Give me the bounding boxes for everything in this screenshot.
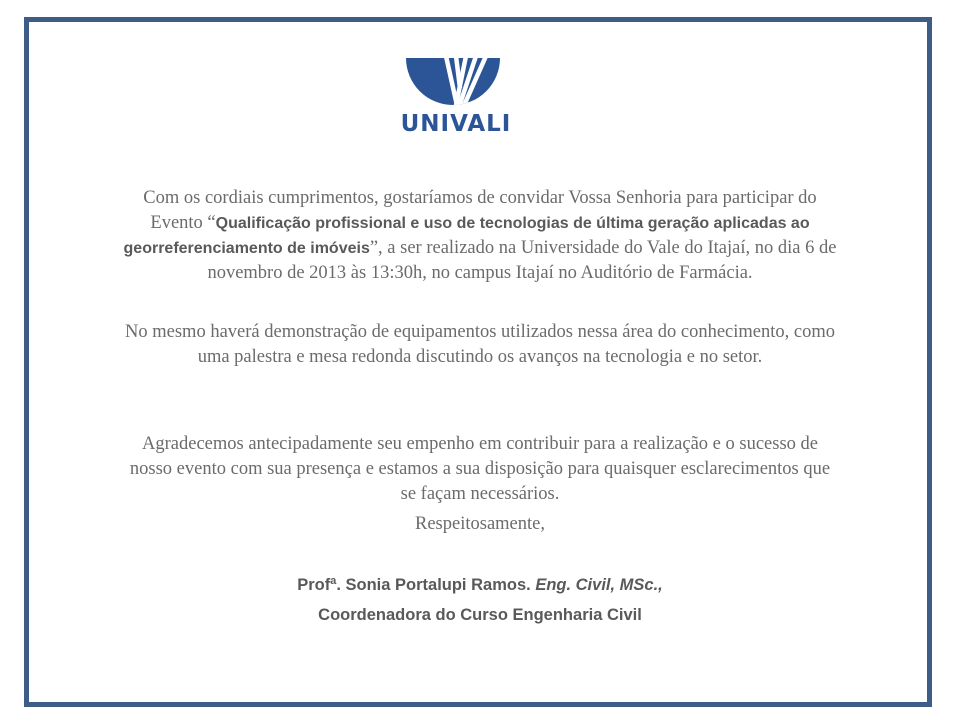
univali-emblem-icon	[396, 58, 516, 108]
signature-name: Profª. Sonia Portalupi Ramos.	[297, 576, 531, 594]
closing-text: Respeitosamente,	[415, 514, 545, 534]
invitation-text-end: ”, a ser realizado na Universidade do Vale do Itajaí, no dia 6 de novembro de 2013 às 13:30h, no campus Itajaí no Auditório de Farmácia.	[207, 238, 837, 283]
signature-line	[120, 576, 840, 595]
paragraph-thanks: Agradecemos antecipadamente seu empenho em contribuir para a realização e o sucesso de nosso evento com sua presença e estamos a sua disposição para quaisquer esclarecimentos que se façam necessários.	[129, 434, 831, 504]
signature-role: Coordenadora do Curso Engenharia Civil	[318, 606, 642, 624]
signature-title: Eng. Civil, MSc.,	[535, 576, 663, 594]
paragraph-demonstration: No mesmo haverá demonstração de equipamentos utilizados nessa área do conhecimento, como uma palestra e mesa redonda discutindo os avanços na tecnologia e no setor.	[125, 322, 835, 367]
paragraph-invitation	[120, 186, 840, 286]
logo-wordmark: UNIVALI	[400, 111, 512, 137]
univali-logo	[396, 58, 516, 138]
event-title: Qualificação profissional e uso de tecnologias de última geração aplicadas ao georreferenciamento de imóveis	[123, 215, 810, 257]
invitation-text-start: Com os cordiais cumprimentos, gostaríamos de convidar Vossa Senhoria para participar do Evento “	[143, 188, 817, 233]
